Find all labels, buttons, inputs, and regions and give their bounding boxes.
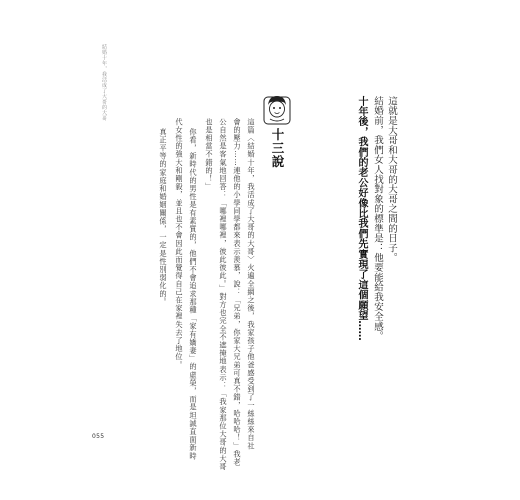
body-line: 也是相當不錯的！」 <box>205 118 214 191</box>
body-line: 公自然是客氣地回答：「哪裡哪裡，彼此彼此。」對方也完全不遮掩地表示：「我家那位大哥的大哥 <box>219 118 228 471</box>
body-line: 你看，新時代的男性是有素質的，他們不會追求那種「家有嬌妻」的虛榮，而是坦誠直面新時 <box>189 128 198 461</box>
cartoon-face-icon <box>263 93 291 125</box>
body-line: 這篇〈結婚十年，我活成了大哥的大哥〉火遍全網之後，我家孩子他爸感受到了一絲絲來自社 <box>247 118 256 451</box>
intro-bold-line: 十年後，我們的老公好像比我們先實現了這個願望…… <box>356 96 367 341</box>
body-line: 代女性的強大和剛毅，並且也不會因此而覺得自己在家裡失去了地位。 <box>175 118 184 370</box>
intro-line-2: 結婚前，我們女人找對象的標準是：他要能給我安全感。 <box>372 96 383 341</box>
running-head: 結婚十年，我活成了大哥的大哥 <box>101 44 107 121</box>
body-line: 會的壓力……連他的小學同學都來表示羨慕，說：「兄弟，你家大兄弟可真不錯，哈哈哈！」我老 <box>233 118 242 467</box>
intro-line-1: 這就是大哥和大哥的大哥之間的日子。 <box>386 96 397 263</box>
page-number: 055 <box>92 433 105 440</box>
chapter-title: 十三說 <box>270 128 285 169</box>
body-line: 真正平等的家庭和婚姻關係，一定是性別弱化的。 <box>159 128 168 307</box>
